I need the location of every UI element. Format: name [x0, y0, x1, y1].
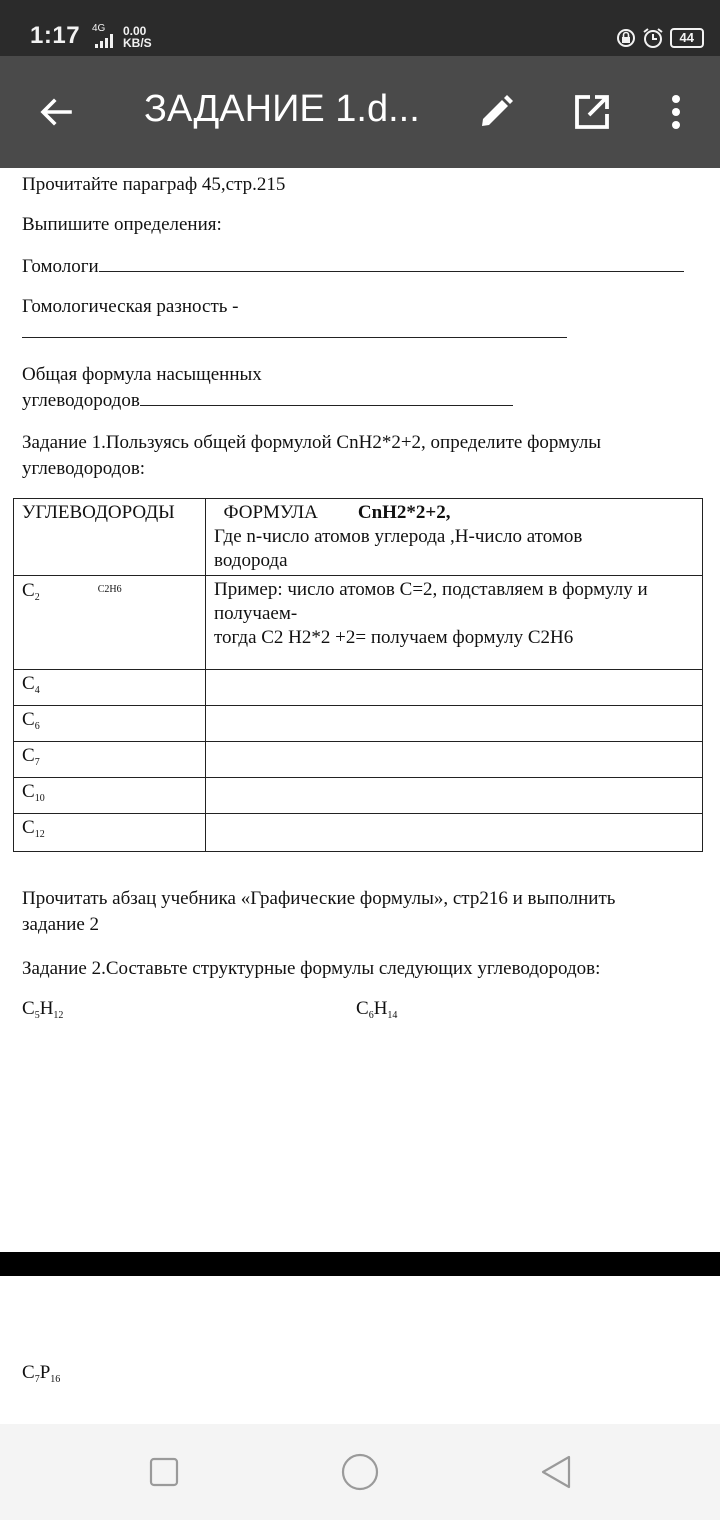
- carbon-symbol: C: [22, 709, 35, 730]
- element-symbol: P: [39, 1362, 51, 1383]
- status-icons: [616, 27, 704, 49]
- answer-blank: [22, 320, 567, 338]
- back-nav-button[interactable]: [536, 1452, 576, 1492]
- carbon-count: 12: [34, 829, 45, 840]
- table-row: [14, 742, 703, 778]
- task1-line-1: Задание 1.Пользуясь общей формулой CnH2*2+2, определите формулы: [22, 432, 602, 453]
- element-count: 5: [34, 1010, 40, 1021]
- header-formula-label: ФОРМУЛА: [223, 502, 318, 523]
- table-header-row: [14, 499, 703, 576]
- homologic-difference-blank: [22, 320, 567, 345]
- alarm-icon: [642, 27, 664, 49]
- homologs-line: [22, 254, 684, 279]
- formula-c5h12: [22, 996, 63, 1028]
- header-cell-formula: [206, 499, 703, 576]
- task1-line-2: углеводородов:: [22, 458, 146, 479]
- carbon-symbol: C: [22, 673, 35, 694]
- doc-line-read-paragraph: Прочитайте параграф 45,стр.215: [22, 174, 286, 195]
- carbon-symbol: C: [22, 580, 35, 601]
- element-symbol: C: [22, 1362, 35, 1383]
- hydrocarbon-cell: [14, 742, 206, 778]
- carbon-symbol: C: [22, 781, 35, 802]
- more-vert-icon: [670, 94, 682, 130]
- element-count: 14: [387, 1010, 398, 1021]
- more-options-button[interactable]: [648, 84, 704, 140]
- homologic-difference-label: Гомологическая разность -: [22, 296, 239, 317]
- signal-icon: [95, 34, 117, 48]
- edit-button[interactable]: [468, 84, 524, 140]
- table-row: [14, 778, 703, 814]
- carbon-count: 6: [34, 721, 40, 732]
- task2-text: Задание 2.Составьте структурные формулы следующих углеводородов:: [22, 958, 601, 979]
- speed-value: 0.00: [123, 24, 147, 38]
- table-row: [14, 706, 703, 742]
- speed-unit: KB/S: [123, 36, 152, 50]
- general-formula-line-2: [22, 388, 513, 413]
- network-type: 4G: [92, 23, 106, 34]
- recent-apps-button[interactable]: [144, 1452, 184, 1492]
- element-symbol: H: [373, 998, 388, 1019]
- general-formula-line-1: Общая формула насыщенных: [22, 364, 262, 385]
- element-symbol: H: [39, 998, 54, 1019]
- formula-cell: [206, 670, 703, 706]
- edit-pencil-icon: [476, 92, 516, 132]
- example-line-1: Пример: число атомов С=2, подставляем в формулу и: [214, 579, 648, 600]
- table-row: [14, 576, 703, 670]
- element-count: 7: [34, 1374, 40, 1385]
- home-button[interactable]: [340, 1452, 380, 1492]
- formula-c6h14: [356, 996, 397, 1028]
- carbon-count: 10: [34, 793, 45, 804]
- example-line-3: тогда C2 H2*2 +2= получаем формулу C2H6: [214, 627, 574, 648]
- status-bar: [0, 0, 720, 56]
- status-time: 1:17: [30, 22, 81, 49]
- example-line-2: получаем-: [214, 603, 298, 624]
- document-title: ЗАДАНИЕ 1.d...: [144, 88, 420, 130]
- example-small-formula: C2H6: [97, 584, 122, 595]
- table-row: [14, 670, 703, 706]
- carbon-symbol: C: [22, 817, 35, 838]
- element-symbol: C: [22, 998, 35, 1019]
- data-saver-icon: [616, 28, 636, 48]
- hydrocarbons-table: [13, 498, 703, 852]
- carbon-count: 2: [34, 592, 40, 603]
- homologs-label: Гомологи: [22, 256, 99, 277]
- element-symbol: C: [356, 998, 369, 1019]
- answer-blank: [140, 388, 513, 406]
- read-textbook-line-1: Прочитать абзац учебника «Графические формулы», стр216 и выполнить: [22, 888, 616, 909]
- answer-blank: [99, 254, 684, 272]
- element-count: 6: [368, 1010, 374, 1021]
- table-row: [14, 814, 703, 852]
- formula-cell: [206, 742, 703, 778]
- app-bar: [0, 56, 720, 168]
- formula-cell: [206, 576, 703, 670]
- header-formula-general: CnH2*2+2,: [357, 502, 451, 523]
- header-hydrocarbons-label: УГЛЕВОДОРОДЫ: [22, 502, 175, 523]
- element-count: 16: [50, 1374, 61, 1385]
- back-arrow-icon: [38, 94, 74, 130]
- back-button[interactable]: [28, 84, 84, 140]
- open-external-icon: [572, 92, 612, 132]
- header-cell-hydrocarbons: [14, 499, 206, 576]
- element-count: 12: [53, 1010, 64, 1021]
- system-nav-bar: [0, 1424, 720, 1520]
- network-speed: [123, 25, 152, 49]
- recent-apps-icon: [148, 1456, 180, 1488]
- formula-cell: [206, 814, 703, 852]
- header-formula-explanation: Где n-число атомов углерода ,Н-число атомов: [214, 526, 583, 547]
- read-textbook-line-2: задание 2: [22, 914, 100, 935]
- home-icon: [340, 1452, 380, 1492]
- formula-c7p16: [22, 1360, 60, 1392]
- open-in-button[interactable]: [564, 84, 620, 140]
- doc-line-write-definitions: Выпишите определения:: [22, 214, 222, 235]
- hydrocarbon-cell: [14, 576, 206, 670]
- page-break-band: [0, 1252, 720, 1276]
- formula-cell: [206, 778, 703, 814]
- carbon-count: 4: [34, 685, 40, 696]
- hydrocarbon-cell: [14, 814, 206, 852]
- back-triangle-icon: [538, 1454, 574, 1490]
- battery-icon: 44: [670, 28, 704, 48]
- hydrocarbon-cell: [14, 706, 206, 742]
- general-formula-label: углеводородов: [22, 390, 140, 411]
- carbon-symbol: C: [22, 745, 35, 766]
- hydrocarbon-cell: [14, 670, 206, 706]
- hydrocarbon-cell: [14, 778, 206, 814]
- carbon-count: 7: [34, 757, 40, 768]
- header-formula-explanation-2: водорода: [214, 550, 288, 571]
- formula-cell: [206, 706, 703, 742]
